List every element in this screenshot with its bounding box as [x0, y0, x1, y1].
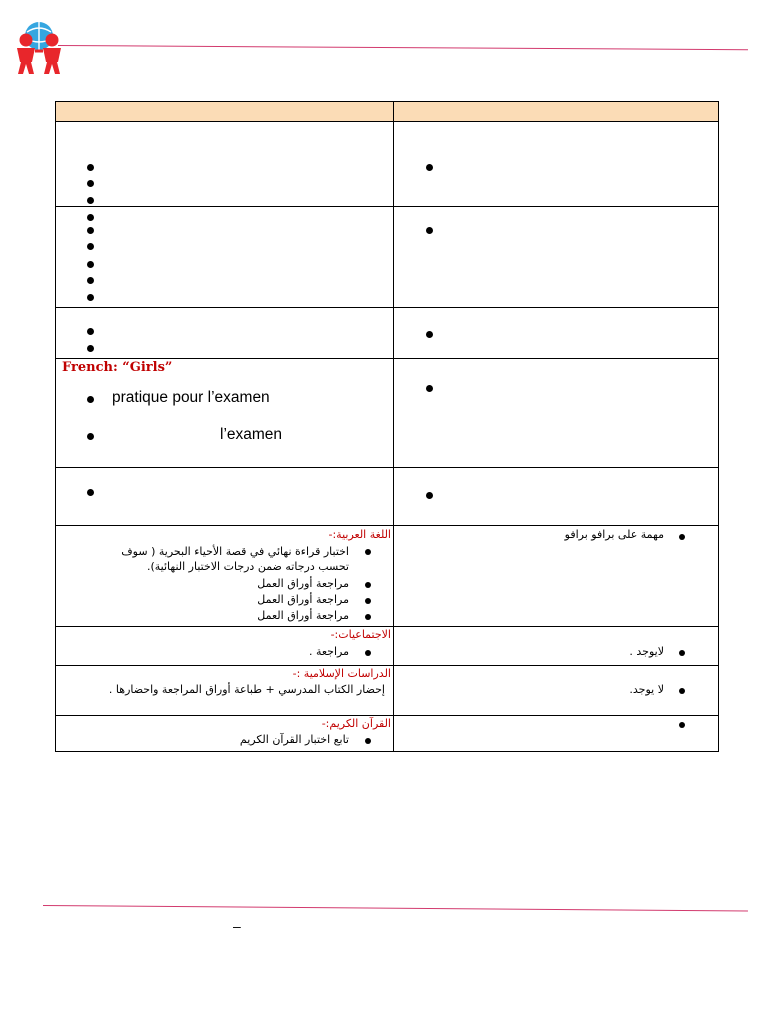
bullet	[87, 197, 94, 204]
french-item: l’examen	[220, 426, 283, 444]
bullet	[679, 534, 685, 540]
bullet	[365, 614, 371, 620]
bullet	[679, 650, 685, 656]
school-logo	[12, 18, 66, 76]
table-row-islamic	[56, 665, 719, 715]
social-heading: الاجتماعيات:-	[330, 627, 391, 641]
table-row	[56, 467, 719, 525]
table-row	[56, 122, 719, 207]
islamic-heading: الدراسات الإسلامية :-	[292, 666, 391, 680]
bullet	[87, 277, 94, 284]
bullet	[87, 180, 94, 187]
bullet	[87, 227, 94, 234]
bullet	[87, 433, 94, 440]
bullet	[365, 549, 371, 555]
bullet	[679, 722, 685, 728]
bullet	[87, 243, 94, 250]
bullet	[426, 492, 433, 499]
header-rule	[58, 45, 748, 50]
table-row	[56, 207, 719, 308]
bullet	[365, 582, 371, 588]
french-item: pratique pour l’examen	[112, 389, 270, 407]
bullet	[365, 738, 371, 744]
arabic-item: مراجعة أوراق العمل	[257, 608, 349, 622]
islamic-item: إحضار الكتاب المدرسي + طباعة أوراق المراجعة واحضارها .	[108, 682, 385, 696]
arabic-task: مهمة على برافو برافو	[564, 527, 664, 541]
bullet	[679, 688, 685, 694]
bullet	[365, 598, 371, 604]
social-task: لايوجد .	[629, 644, 664, 658]
bullet	[426, 331, 433, 338]
bullet	[87, 261, 94, 268]
bullet	[87, 396, 94, 403]
bullet	[426, 385, 433, 392]
footer-rule	[43, 905, 748, 912]
social-item: مراجعة .	[308, 644, 349, 658]
bullet	[87, 328, 94, 335]
bullet	[87, 489, 94, 496]
table-row-quran	[56, 715, 719, 751]
bullet	[87, 164, 94, 171]
table-row-french	[56, 359, 719, 467]
arabic-item: اختبار قراءة نهائي في قصة الأحياء البحرية ( سوف	[121, 544, 349, 558]
table-row-social	[56, 626, 719, 665]
french-heading: French: “Girls”	[62, 360, 173, 376]
islamic-task: لا يوجد.	[629, 682, 664, 696]
bullet	[87, 345, 94, 352]
bullet	[426, 227, 433, 234]
weekly-schedule-table	[55, 101, 719, 752]
quran-heading: القرآن الكريم:-	[321, 716, 391, 730]
table-row-arabic	[56, 525, 719, 626]
quran-item: تابع اختبار القرآن الكريم	[239, 732, 349, 746]
arabic-item: مراجعة أوراق العمل	[257, 576, 349, 590]
table-header-row	[56, 102, 719, 122]
arabic-item: مراجعة أوراق العمل	[257, 592, 349, 606]
bullet	[426, 164, 433, 171]
bullet	[87, 294, 94, 301]
footer-dash: –	[233, 918, 241, 934]
bullet	[365, 650, 371, 656]
arabic-heading: اللغة العربية:-	[328, 527, 391, 541]
arabic-item-cont: تحسب درجاته ضمن درجات الاختبار النهائية).	[146, 559, 349, 573]
table-row	[56, 308, 719, 359]
